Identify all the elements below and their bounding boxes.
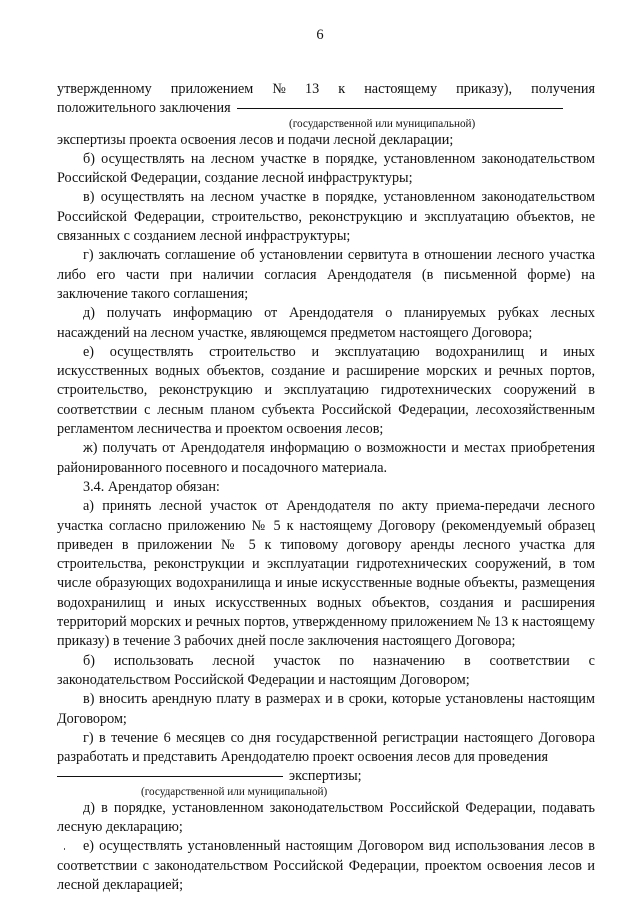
paragraph: д) в порядке, установленном законодательством Российской Федерации, подавать лесную декларацию; (57, 799, 595, 835)
word: приложением (170, 81, 254, 97)
paragraph: ж) получать от Арендодателя информацию о возможности и местах приобретения районированного посевного и посадочного материала. (57, 440, 595, 476)
word: соответствии (489, 652, 570, 669)
word: в (463, 652, 471, 669)
paragraph: законодательством Российской Федерации и настоящим Договором; (57, 671, 470, 688)
word: получения (531, 81, 595, 97)
word: 13 (304, 81, 320, 97)
section-heading: 3.4. Арендатор обязан: (83, 478, 220, 495)
fill-in-blank (57, 775, 283, 777)
paragraph: е) осуществлять установленный настоящим Договором вид использования лесов в соответствии с законодательством Российской Федерации, проектом освоения лесов и лесной декларацией; (57, 838, 595, 893)
word: лесной (212, 652, 255, 669)
fill-in-blank (237, 107, 563, 109)
word: приказу), (456, 81, 513, 97)
text-line-spread (57, 652, 595, 671)
document-body (57, 80, 595, 895)
page-number: 6 (316, 27, 324, 43)
word: к (338, 81, 346, 97)
scan-mark (64, 848, 65, 850)
paragraph: г) в течение 6 месяцев со дня государственной регистрации настоящего Договора разработать и представить Арендодателю проект освоения лесов для проведения (57, 729, 595, 766)
paragraph: е) осуществлять строительство и эксплуатацию водохранилищ и иных искусственных водных объектов, создание и расширение морских и речных портов, строительство, реконструкцию и эксплуатацию гидротехнических сооружений в соответствии с лесным планом субъекта Российской Федерации, лесохозяйственным регламентом лесничества и проектом освоения лесов; (57, 343, 595, 438)
line-text: положительного заключения (57, 100, 231, 117)
paragraph: а) принять лесной участок от Арендодателя по акту приема-передачи лесного участка согласно приложению № 5 к настоящему Договору (рекомендуемый образец приведен в приложении № 5 к типовому договору аренды лесного участка для строительства, реконструкции и эксплуатации гидротехнических сооружений, в том числе образующих водохранилища и иные искусственные водные объекты, размещения водохранилищ и иных искусственных водных объектов, создания и расширения территорий морских и речных портов, утвержденному приложением № 13 к настоящему приказу) в течение 3 рабочих дней после заключения настоящего Договора; (57, 498, 595, 650)
word: участок (273, 652, 321, 669)
text-line-1 (57, 80, 595, 99)
paragraph: г) заключать соглашение об установлении сервитута в отношении лесного участка либо его части при наличии согласия Арендодателя (в письменной форме) на заключение такого соглашения; (57, 247, 595, 302)
paragraph: экспертизы проекта освоения лесов и подачи лесной декларации; (57, 131, 454, 148)
word: по (339, 652, 355, 669)
paragraph: б) осуществлять на лесном участке в порядке, установленном законодательством Российской Федерации, создание лесной инфраструктуры; (57, 150, 595, 187)
paragraph: в) вносить арендную плату в размерах и в сроки, которые установлены настоящим Договором; (57, 691, 595, 727)
word: настоящему (364, 81, 438, 97)
word: назначению (372, 652, 446, 669)
word: № (272, 81, 286, 97)
word: использовать (113, 652, 194, 669)
word: с (588, 652, 595, 669)
paragraph: д) получать информацию от Арендодателя о планируемых рубках лесных насаждений на лесном участке, являющемся предметом настоящего Договора; (57, 305, 595, 341)
word: утвержденному (57, 81, 152, 97)
blank-caption: (государственной или муниципальной) (289, 117, 476, 130)
line-text: экспертизы; (289, 768, 362, 785)
blank-caption: (государственной или муниципальной) (141, 785, 328, 798)
paragraph: в) осуществлять на лесном участке в порядке, установленном законодательством Российской Федерации, строительство, реконструкцию и эксплуатацию объектов, не связанных с созданием лесной инфраструктуры; (57, 189, 595, 245)
word: б) (83, 652, 95, 669)
